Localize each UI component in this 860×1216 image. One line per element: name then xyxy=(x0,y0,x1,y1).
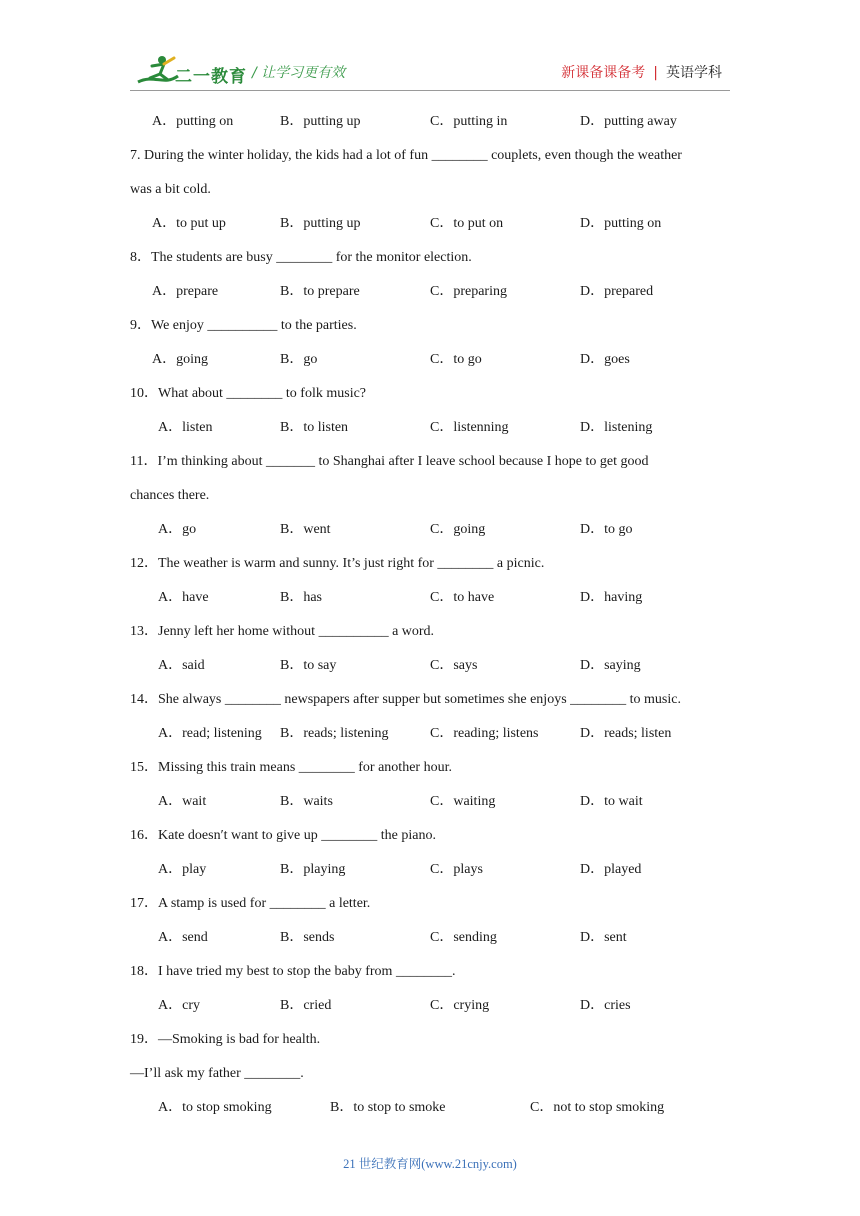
answer-options xyxy=(130,275,734,309)
option-b: B．putting up xyxy=(280,114,361,129)
logo-text: 二一教育 xyxy=(175,67,247,87)
option-c: C．putting in xyxy=(430,114,508,129)
option-c: C．going xyxy=(430,522,486,537)
question-text: 11．I’m thinking about _______ to Shanghai after I leave school because I hope to get good xyxy=(130,454,649,469)
footer-source: 21 世纪教育网(www.21cnjy.com) xyxy=(343,1157,517,1171)
question-text: 13．Jenny left her home without __________ a word. xyxy=(130,624,435,639)
option-c: C．plays xyxy=(430,862,483,877)
option-b: B．go xyxy=(280,352,318,367)
slogan: / 让学习更有效 xyxy=(252,65,346,81)
tag-subject: 英语学科 xyxy=(666,65,722,81)
question-text: 19．—Smoking is bad for health. xyxy=(130,1032,321,1047)
answer-options xyxy=(130,513,734,547)
question-text: —I’ll ask my father ________. xyxy=(130,1066,304,1081)
page-header xyxy=(0,0,860,92)
option-b: B．putting up xyxy=(280,216,361,231)
answer-options xyxy=(130,921,734,955)
option-a: A．going xyxy=(152,352,208,367)
question-text: 12．The weather is warm and sunny. It’s just right for ________ a picnic. xyxy=(130,556,545,571)
option-d: D．reads; listen xyxy=(580,726,672,741)
subject-tag xyxy=(561,62,722,82)
option-c: C．crying xyxy=(430,998,490,1013)
option-c: C．preparing xyxy=(430,284,507,299)
answer-options xyxy=(130,989,734,1023)
option-d: D．to wait xyxy=(580,794,643,809)
option-c: C．sending xyxy=(430,930,497,945)
option-b: B．went xyxy=(280,522,331,537)
option-b: B．to say xyxy=(280,658,337,673)
question-text: 8．The students are busy ________ for the monitor election. xyxy=(130,250,472,265)
question-list xyxy=(130,105,734,1125)
answer-options xyxy=(130,581,734,615)
answer-options xyxy=(130,105,734,139)
option-b: B．to prepare xyxy=(280,284,360,299)
option-a: A．send xyxy=(158,930,208,945)
option-d: D．having xyxy=(580,590,643,605)
option-b: B．has xyxy=(280,590,322,605)
option-c: C．listenning xyxy=(430,420,509,435)
option-d: D．to go xyxy=(580,522,633,537)
option-d: D．putting on xyxy=(580,216,662,231)
option-b: B．reads; listening xyxy=(280,726,389,741)
option-d: D．played xyxy=(580,862,642,877)
question-text: 10．What about ________ to folk music? xyxy=(130,386,367,401)
question-text: 18．I have tried my best to stop the baby from ________. xyxy=(130,964,456,979)
option-c: C．says xyxy=(430,658,478,673)
question-text: 9．We enjoy __________ to the parties. xyxy=(130,318,357,333)
option-a: A．wait xyxy=(158,794,207,809)
option-d: D．sent xyxy=(580,930,627,945)
question-text: 14．She always ________ newspapers after supper but sometimes she enjoys ________ to music. xyxy=(130,692,681,707)
option-a: A．prepare xyxy=(152,284,219,299)
question-text: 17．A stamp is used for ________ a letter. xyxy=(130,896,371,911)
option-a: A．read; listening xyxy=(158,726,262,741)
option-d: D．listening xyxy=(580,420,653,435)
option-d: D．putting away xyxy=(580,114,677,129)
option-d: D．prepared xyxy=(580,284,654,299)
option-a: A．said xyxy=(158,658,205,673)
question-text: 16．Kate doesn′t want to give up ________ the piano. xyxy=(130,828,436,843)
option-a: A．putting on xyxy=(152,114,234,129)
option-d: D．goes xyxy=(580,352,630,367)
option-a: A．to stop smoking xyxy=(158,1100,272,1115)
answer-options xyxy=(130,717,734,751)
option-c: C．to have xyxy=(430,590,495,605)
option-c: C．to put on xyxy=(430,216,504,231)
option-a: A．go xyxy=(158,522,197,537)
option-a: A．play xyxy=(158,862,207,877)
tag-separator: | xyxy=(653,65,658,81)
option-b: B．to listen xyxy=(280,420,349,435)
option-b: B．playing xyxy=(280,862,346,877)
question-text: chances there. xyxy=(130,488,210,503)
option-a: A．listen xyxy=(158,420,213,435)
answer-options xyxy=(130,207,734,241)
option-a: A．cry xyxy=(158,998,200,1013)
option-b: B．to stop to smoke xyxy=(330,1100,446,1115)
option-c: C．waiting xyxy=(430,794,496,809)
answer-options xyxy=(130,853,734,887)
answer-options xyxy=(130,649,734,683)
question-text: was a bit cold. xyxy=(130,182,211,197)
answer-options xyxy=(130,343,734,377)
option-a: A．have xyxy=(158,590,209,605)
answer-options xyxy=(130,411,734,445)
option-b: B．sends xyxy=(280,930,335,945)
answer-options xyxy=(130,785,734,819)
option-d: D．saying xyxy=(580,658,641,673)
option-d: D．cries xyxy=(580,998,631,1013)
option-b: B．waits xyxy=(280,794,333,809)
option-a: A．to put up xyxy=(152,216,226,231)
option-b: B．cried xyxy=(280,998,332,1013)
header-rule xyxy=(130,90,730,91)
answer-options xyxy=(130,1091,734,1125)
question-text: 7. During the winter holiday, the kids had a lot of fun ________ couplets, even though the weather xyxy=(130,148,682,163)
option-c: C．reading; listens xyxy=(430,726,539,741)
option-c: C．to go xyxy=(430,352,482,367)
option-c: C．not to stop smoking xyxy=(530,1100,665,1115)
question-text: 15．Missing this train means ________ for another hour. xyxy=(130,760,452,775)
tag-course: 新课备课备考 xyxy=(561,65,646,81)
